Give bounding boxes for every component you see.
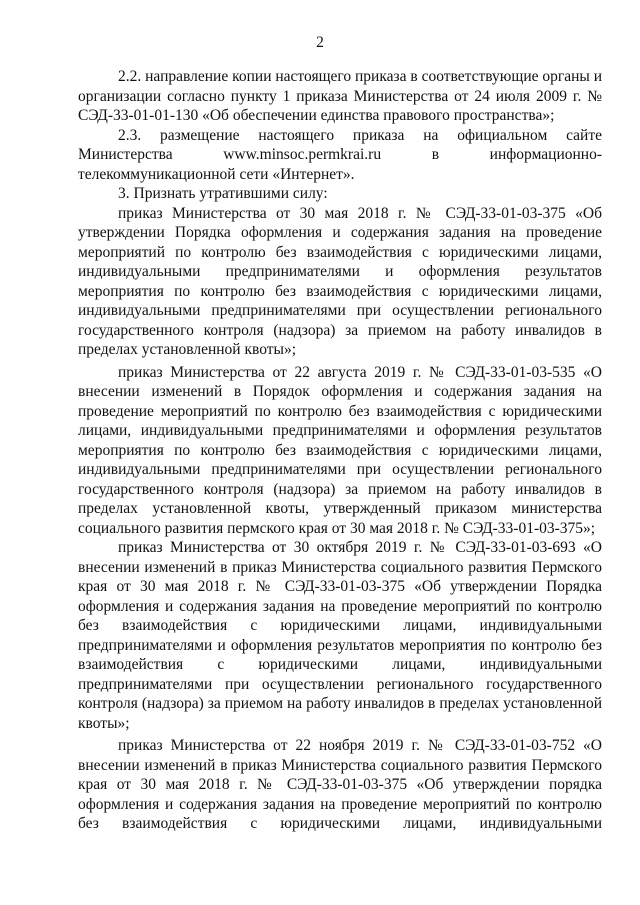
paragraph-2-3: 2.3. размещение настоящего приказа на официальном сайте Министерства www.minsoc.permkrai.ru в информационно-телекоммуникационной сети «Интернет». [78,126,602,183]
repealed-order-535: приказ Министерства от 22 августа 2019 г. № СЭД-33-01-03-535 «О внесении изменений в Порядок оформления и содержания задания на проведение мероприятий по контролю без взаимодействия с юридическими лицами, индивидуальными предпринимателями и оформления результатов мероприятия по контролю без взаимодействия с юридическими лицами, индивидуальными предпринимателями при осуществлении регионального государственного контроля (надзора) за приемом на работу инвалидов в пределах установленной квоты, утвержденный приказом министерства социального развития пермского края от 30 мая 2018 г. № СЭД-33-01-03-375»; [78,363,602,537]
repealed-order-375: приказ Министерства от 30 мая 2018 г. № СЭД-33-01-03-375 «Об утверждении Порядка оформления и содержания задания на проведение мероприятий по контролю без взаимодействия с юридическими лицами, индивидуальными предпринимателями и оформления результатов мероприятия по контролю без взаимодействия с юридическими лицами, индивидуальными предпринимателями при осуществлении регионального государственного контроля (надзора) за приемом на работу инвалидов в пределах установленной квоты»; [78,204,602,358]
repealed-order-752: приказ Министерства от 22 ноября 2019 г. № СЭД-33-01-03-752 «О внесении изменений в приказ Министерства социального развития Пермского края от 30 мая 2018 г. № СЭД-33-01-03-375 «Об утверждении порядка оформления и содержания задания на проведение мероприятий по контролю без взаимодействия с юридическими лицами, индивидуальными [78,737,602,832]
document-body [78,67,602,834]
paragraph-3: 3. Признать утратившими силу: [118,185,328,202]
page-number: 2 [316,34,324,51]
repealed-order-693: приказ Министерства от 30 октября 2019 г. № СЭД-33-01-03-693 «О внесении изменений в приказ Министерства социального развития Пермского края от 30 мая 2018 г. № СЭД-33-01-03-375 «Об утверждении Порядка оформления и содержания задания на проведение мероприятий по контролю без взаимодействия с юридическими лицами, индивидуальными предпринимателями и оформления результатов мероприятия по контролю без взаимодействия с юридическими лицами, индивидуальными предпринимателями при осуществлении регионального государственного контроля (надзора) за приемом на работу инвалидов в пределах установленной квоты»; [78,539,602,732]
paragraph-2-2: 2.2. направление копии настоящего приказа в соответствующие органы и организации согласно пункту 1 приказа Министерства от 24 июля 2009 г. № СЭД-33-01-01-130 «Об обеспечении единства правового пространства»; [78,68,602,124]
